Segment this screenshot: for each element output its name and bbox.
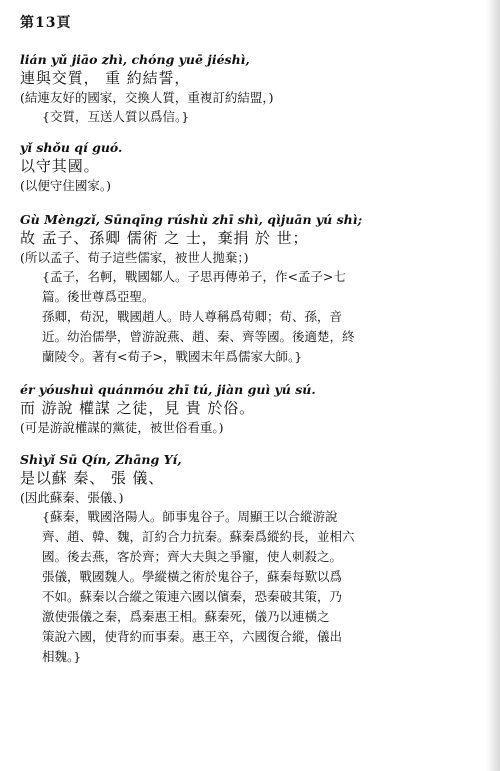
pinyin-line: ér yóushuì quánmóu zhī tú, jiàn guì yú sú. <box>20 382 316 397</box>
annotation-line: 相魏。} <box>42 649 82 664</box>
passage-section <box>20 452 488 667</box>
translation-line: (因此蘇秦、張儀、) <box>20 490 124 505</box>
annotation-line: 張儀，戰國魏人。學縱橫之術於鬼谷子，蘇秦每歎以爲 <box>42 569 343 584</box>
translation-line: (可是游說權謀的黨徒，被世俗看重。) <box>20 420 224 435</box>
chinese-text-line: 而 游說 權謀 之徒，見 貴 於俗。 <box>20 399 256 417</box>
annotation-line: 齊、趙、韓、魏，訂約合力抗秦。蘇秦爲縱約長，並相六 <box>42 529 355 544</box>
annotation-line: {交質，互送人質以爲信。} <box>42 109 190 124</box>
annotation-line: {孟子，名軻，戰國鄒人。子思再傳弟子，作<孟子>七 <box>42 269 346 284</box>
pinyin-line: yǐ shǒu qí guó. <box>20 140 123 155</box>
chinese-text-line: 以守其國。 <box>20 157 100 175</box>
annotation-line: {蘇秦，戰國洛陽人。師事鬼谷子。周顯王以合縱游說 <box>42 509 338 524</box>
chinese-text-line: 是以蘇 秦、 張 儀、 <box>20 469 165 487</box>
chinese-text-line: 故 孟子、孫卿 儒術 之 士，棄捐 於 世； <box>20 229 309 247</box>
translation-line: (以便守住國家。) <box>20 178 112 193</box>
pinyin-line: lián yǔ jiāo zhì, chóng yuē jiéshì, <box>20 52 250 67</box>
passage-section <box>20 52 488 127</box>
pinyin-line: Shìyǐ Sū Qín, Zhāng Yí, <box>20 452 182 467</box>
annotation-line: 蘭陵令。著有<荀子>，戰國末年爲儒家大師。} <box>42 349 303 364</box>
passage-section <box>20 140 488 195</box>
annotation-line: 激使張儀之秦，爲秦惠王相。蘇秦死，儀乃以連橫之 <box>42 609 330 624</box>
page-edge-shadow <box>486 0 500 771</box>
annotation-line: 近。幼治儒學，曾游說燕、趙、秦、齊等國。後適楚，終 <box>42 329 355 344</box>
page-number-heading: 第13頁 <box>20 15 72 31</box>
translation-line: (所以孟子、荀子這些儒家，被世人拋棄；) <box>20 250 249 265</box>
annotation-block <box>20 507 488 667</box>
pinyin-line: Gù Mèngzǐ, Sūnqīng rúshù zhī shì, qìjuān yú shì; <box>20 212 363 227</box>
annotation-line: 孫卿，荀況，戰國趙人。時人尊稱爲荀卿；荀、孫，音 <box>42 309 343 324</box>
annotation-line: 篇。後世尊爲亞聖。 <box>42 289 155 304</box>
annotation-block <box>20 107 488 127</box>
chinese-text-line: 連與交質， 重 約結誓， <box>20 69 191 87</box>
translation-line: (結連友好的國家，交換人質，重複訂約結盟，) <box>20 90 274 105</box>
passage-section <box>20 382 488 437</box>
passage-section <box>20 212 488 367</box>
annotation-block <box>20 267 488 367</box>
annotation-line: 不如。蘇秦以合縱之策連六國以儐秦，恐秦破其策，乃 <box>42 589 343 604</box>
annotation-line: 國。後去燕，客於齊；齊大夫與之爭寵，使人刺殺之。 <box>42 549 343 564</box>
annotation-line: 策說六國，使背約而事秦。惠王卒，六國復合縱，儀出 <box>42 629 343 644</box>
